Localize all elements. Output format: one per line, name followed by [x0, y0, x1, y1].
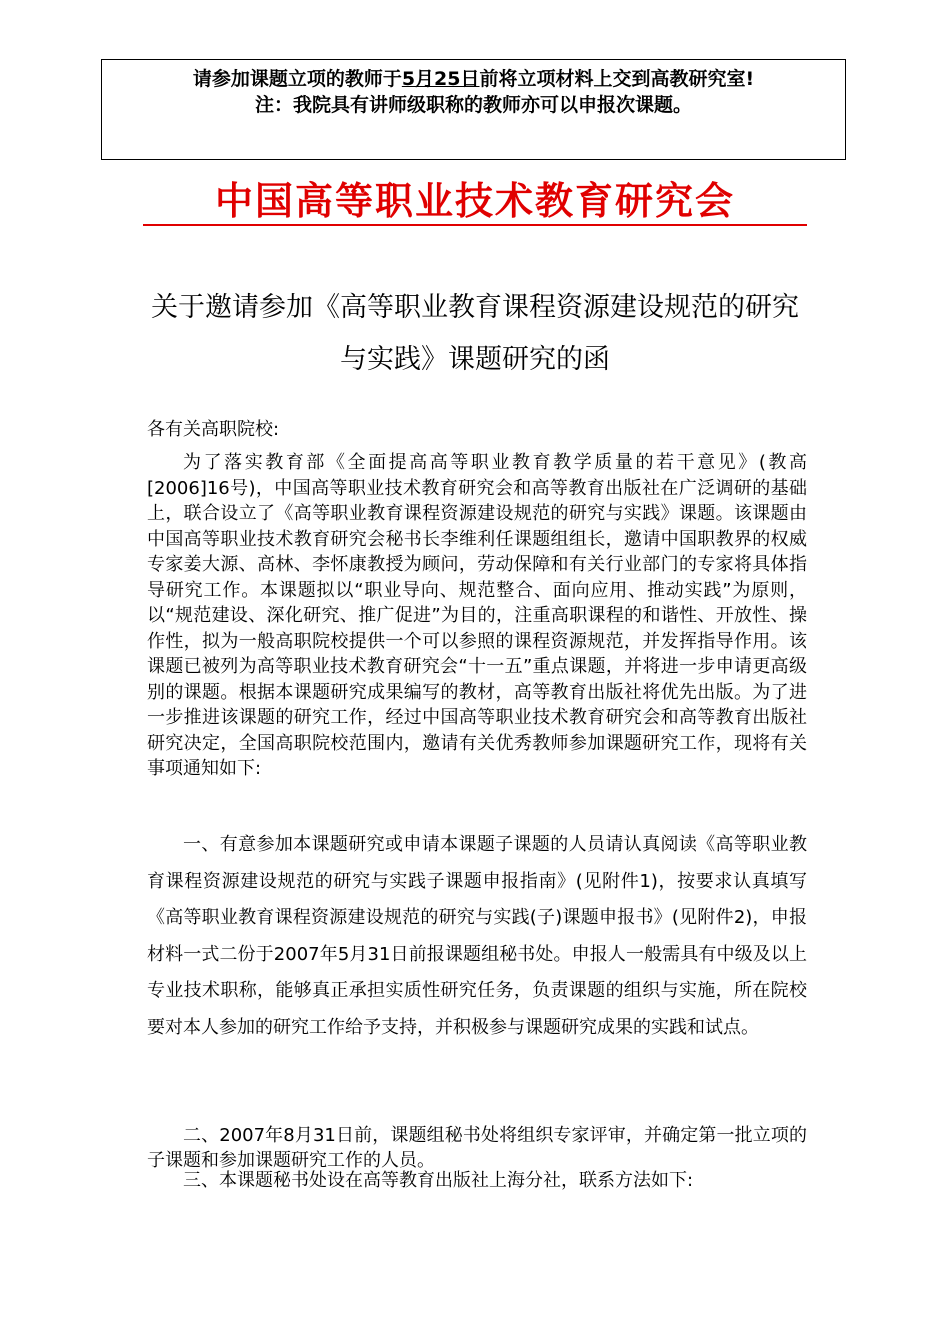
notice-line-1-after: 前将立项材料上交到高教研究室! [479, 68, 755, 90]
notice-line-2: 注：我院具有讲师级职称的教师亦可以申报次课题。 [254, 94, 692, 116]
paragraph-item-1: 一、有意参加本课题研究或申请本课题子课题的人员请认真阅读《高等职业教育课程资源建设规范的研究与实践子课题申报指南》(见附件1)，按要求认真填写《高等职业教育课程资源建设规范的研究与实践(子)课题申报书》(见附件2)，申报材料一式二份于2007年5月31日前报课题组秘书处。申报人一般需具有中级及以上专业技术职称，能够真正承担实质性研究任务，负责课题的组织与实施，所在院校要对本人参加的研究工作给予支持，并积极参与课题研究成果的实践和试点。 [147, 834, 807, 1038]
document-title: 关于邀请参加《高等职业教育课程资源建设规范的研究与实践》课题研究的函 [151, 292, 799, 375]
org-title: 中国高等职业技术教育研究会 [214, 178, 735, 223]
paragraph-item-3: 三、本课题秘书处设在高等教育出版社上海分社，联系方法如下: [183, 1170, 694, 1191]
paragraph-item-2: 二、2007年8月31日前，课题组秘书处将组织专家评审，并确定第一批立项的子课题和参加课题研究工作的人员。 [147, 1125, 807, 1171]
salutation: 各有关高职院校: [147, 419, 280, 440]
notice-deadline-date: 5月25日 [401, 68, 480, 90]
notice-box [101, 59, 846, 160]
notice-line-1 [102, 66, 845, 92]
red-divider [143, 224, 807, 226]
notice-line-1-before: 请参加课题立项的教师于 [192, 68, 402, 90]
paragraph-intro: 为了落实教育部《全面提高高等职业教育教学质量的若干意见》(教高[2006]16号)，中国高等职业技术教育研究会和高等教育出版社在广泛调研的基础上，联合设立了《高等职业教育课程资源建设规范的研究与实践》课题。该课题由中国高等职业技术教育研究会秘书长李维利任课题组组长，邀请中国职教界的权威专家姜大源、高林、李怀康教授为顾问，劳动保障和有关行业部门的专家将具体指导研究工作。本课题拟以“职业导向、规范整合、面向应用、推动实践”为原则，以“规范建设、深化研究、推广促进”为目的，注重高职课程的和谐性、开放性、操作性，拟为一般高职院校提供一个可以参照的课程资源规范，并发挥指导作用。该课题已被列为高等职业技术教育研究会“十一五”重点课题，并将进一步申请更高级别的课题。根据本课题研究成果编写的教材，高等教育出版社将优先出版。为了进一步推进该课题的研究工作，经过中国高等职业技术教育研究会和高等教育出版社研究决定，全国高职院校范围内，邀请有关优秀教师参加课题研究工作，现将有关事项通知如下: [147, 452, 807, 779]
